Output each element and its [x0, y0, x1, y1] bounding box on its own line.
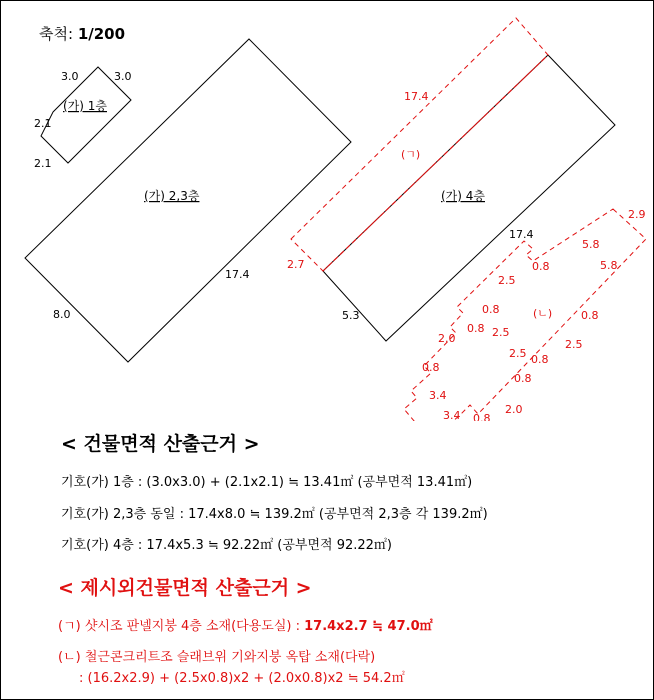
calc-line-1f: 기호(가) 1층 : (3.0x3.0) + (2.1x2.1) ≒ 13.41㎡ (공부면적 13.41㎡): [61, 475, 473, 490]
floor-plan: [1, 1, 653, 421]
ex-b-dim-3: 5.8: [600, 259, 618, 272]
ex-b-dim-19: 2.0: [505, 403, 523, 416]
ex-b-dim-6: 0.8: [482, 303, 500, 316]
ex-a-dim-short: 2.7: [287, 258, 305, 271]
b4-name: (가) 4층: [441, 189, 485, 203]
ex-b-dim-10: 2.0: [438, 332, 456, 345]
ex-b-dim-15: 0.8: [514, 372, 532, 385]
excluded-line-b: (ㄴ) 철근콘크리트조 슬래브위 기와지붕 옥탑 소재(다락): [58, 650, 376, 665]
excluded-area-heading: < 제시외건물면적 산출근거 >: [58, 577, 312, 599]
scale-value: 1/200: [77, 25, 126, 43]
ex-b-dim-13: 2.5: [509, 347, 527, 360]
b4-dim-short: 5.3: [342, 309, 360, 322]
excluded-line-a-desc: (ㄱ) 샷시조 판넬지붕 4층 소재(다용도실) :: [58, 619, 305, 634]
ex-b-dim-17: 3.4: [443, 409, 461, 421]
ex-b-dim-12: 0.8: [531, 353, 549, 366]
b1-dim-top-right: 3.0: [114, 70, 132, 83]
b1-dim-top-left: 3.0: [61, 70, 79, 83]
building-area-heading: < 건물면적 산출근거 >: [61, 433, 260, 455]
ex-a-dim-long: 17.4: [404, 90, 429, 103]
ex-b-dim-7: 0.8: [581, 309, 599, 322]
scale-prefix: 축척:: [39, 25, 74, 43]
calc-line-4f: 기호(가) 4층 : 17.4x5.3 ≒ 92.22㎡ (공부면적 92.22㎡): [61, 538, 392, 553]
ex-b-dim-4: 0.8: [532, 260, 550, 273]
ex-b-dim-14: 0.8: [422, 361, 440, 374]
calc-line-23f: 기호(가) 2,3층 동일 : 17.4x8.0 ≒ 139.2㎡ (공부면적 2,3층 각 139.2㎡): [61, 507, 488, 522]
ex-b-dim-16: 3.4: [429, 389, 447, 402]
excluded-line-a-formula: 17.4x2.7 ≒ 47.0㎡: [304, 619, 433, 634]
b23-dim-short: 8.0: [53, 308, 71, 321]
ex-b-dim-5: 2.5: [498, 274, 516, 287]
b4-dim-long: 17.4: [509, 228, 534, 241]
ex-b-mark: (ㄴ): [533, 307, 553, 320]
ex-b-dim-1: 2.9: [628, 208, 646, 221]
b1-name: (가) 1층: [63, 99, 107, 113]
ex-b-dim-18: 0.8: [473, 412, 491, 421]
b23-name: (가) 2,3층: [144, 189, 200, 203]
ex-a-mark: (ㄱ): [401, 148, 421, 161]
ex-b-dim-9: 2.5: [492, 326, 510, 339]
excluded-line-b-formula: : (16.2x2.9) + (2.5x0.8)x2 + (2.0x0.8)x2 ≒ 54.2㎡: [79, 671, 405, 686]
excluded-line-a: [58, 615, 433, 634]
b1-dim-left-lower: 2.1: [34, 157, 52, 170]
ex-b-dim-2: 5.8: [582, 238, 600, 251]
ex-b-dim-8: 0.8: [467, 322, 485, 335]
ex-b-dim-11: 2.5: [565, 338, 583, 351]
b23-dim-long: 17.4: [225, 268, 250, 281]
b1-dim-left-upper: 2.1: [34, 117, 52, 130]
